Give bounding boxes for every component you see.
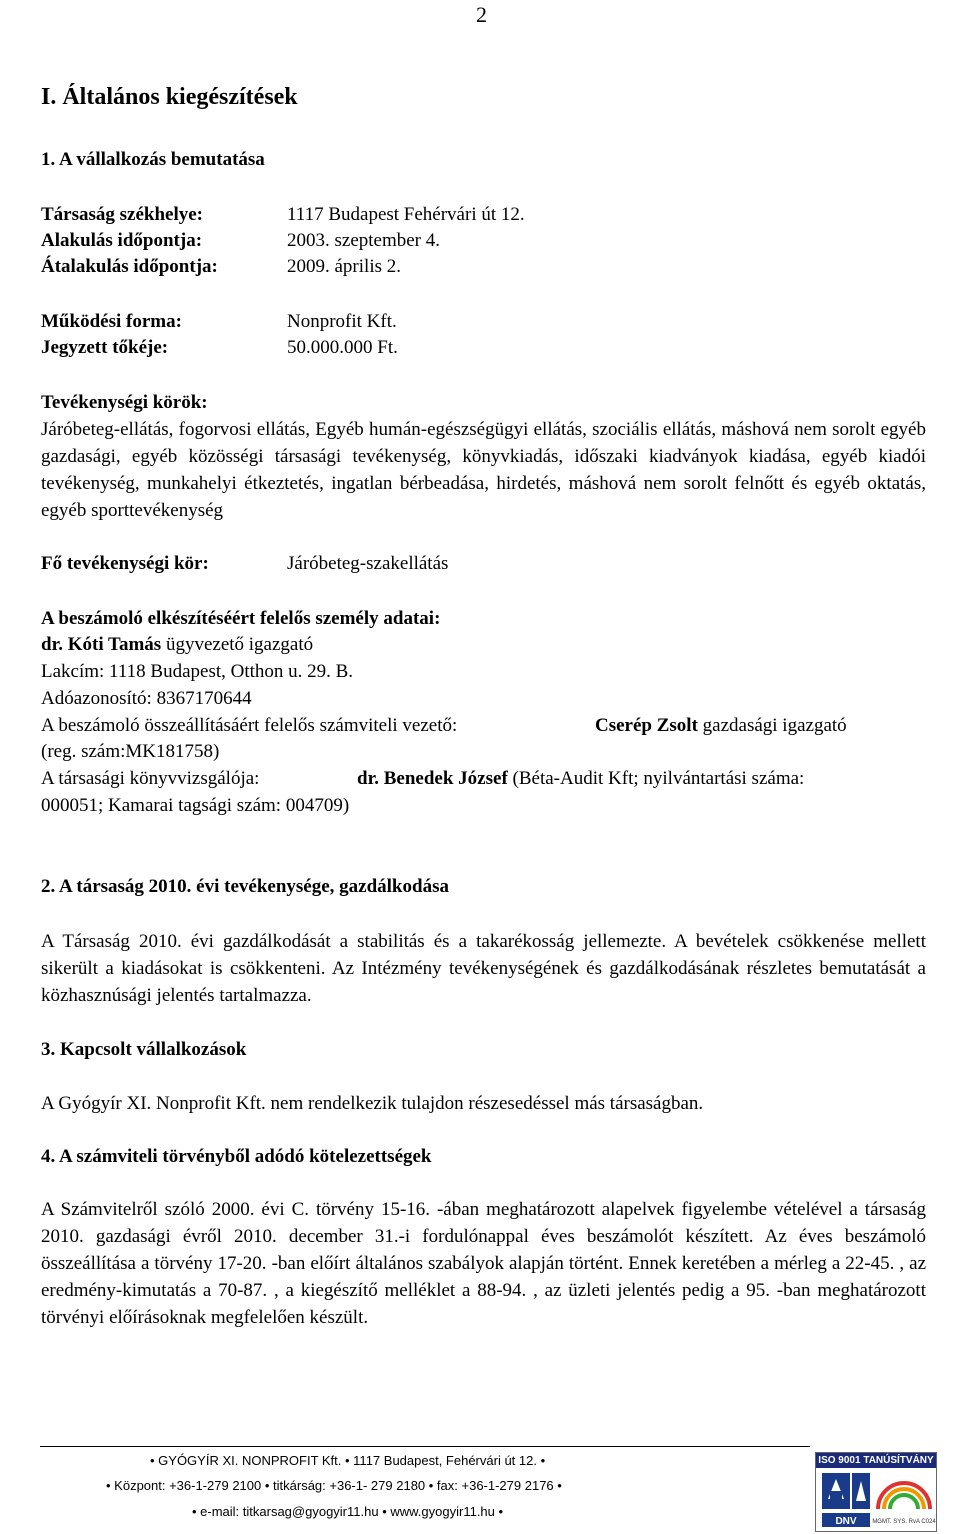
section-4-title: 4. A számviteli törvényből adódó kötelezettségek xyxy=(41,1146,432,1167)
auditor-label: A társasági könyvvizsgálója: xyxy=(41,768,260,789)
activities-text: Járóbeteg-ellátás, fogorvosi ellátás, Egyéb humán-egészségügyi ellátás, szociális ellátás, máshová nem sorolt egyéb gazdasági, egyéb közösségi társasági tevékenység, könyvkiadás, időszaki kiadványok kiadása, egyéb kiadói tevékenység, munkahelyi étkeztetés, ingatlan bérbeadása, hirdetés, máshová nem sorolt felnőtt és egyéb oktatás, egyéb sporttevékenység xyxy=(41,419,926,521)
accountant-name: Cserép Zsolt xyxy=(595,715,698,736)
info-label: Alakulás időpontja: xyxy=(41,230,203,251)
iso-certificate-badge xyxy=(815,1452,937,1532)
auditor-name: dr. Benedek József xyxy=(357,768,508,789)
info-value: 50.000.000 Ft. xyxy=(287,337,398,358)
mgmt-logo-text: MGMT. SYS. RvA C024 xyxy=(872,1519,936,1525)
responsible-person xyxy=(41,634,313,656)
person-address: Lakcím: 1118 Budapest, Otthon u. 29. B. xyxy=(41,661,354,682)
info-label: Jegyzett tőkéje: xyxy=(41,337,169,358)
info-label: Társaság székhelye: xyxy=(41,204,204,225)
footer-web: • e-mail: titkarsag@gyogyir11.hu • www.gyogyir11.hu • xyxy=(192,1504,504,1519)
certification-logos-icon xyxy=(816,1469,936,1531)
auditor-details: (Béta-Audit Kft; nyilvántartási száma: xyxy=(507,768,805,789)
activities-label: Tevékenységi körök: xyxy=(41,392,208,413)
responsible-heading: A beszámoló elkészítéséért felelős személy adatai: xyxy=(41,608,441,629)
person-name: dr. Kóti Tamás xyxy=(41,634,162,655)
section-2-text: A Társaság 2010. évi gazdálkodását a stabilitás és a takarékosság jellemezte. A bevételek csökkenése mellett sikerült a kiadásokat is csökkenteni. Az Intézmény tevékenységének és gazdálkodásának részletes bemutatását a közhasznúsági jelentés tartalmazza. xyxy=(41,931,926,1006)
info-value: 2009. április 2. xyxy=(287,256,401,277)
auditor xyxy=(357,768,804,790)
footer-contacts: • Központ: +36-1-279 2100 • titkárság: +36-1- 279 2180 • fax: +36-1-279 2176 • xyxy=(106,1478,562,1493)
info-value: 2003. szeptember 4. xyxy=(287,230,441,251)
iso-label: ISO 9001 TANÚSÍTVÁNY xyxy=(816,1453,936,1468)
accountant-reg: (reg. szám:MK181758) xyxy=(41,741,220,762)
accountant-title: gazdasági igazgató xyxy=(697,715,847,736)
dnv-logo-text: DNV xyxy=(835,1516,857,1527)
section-1-title: 1. A vállalkozás bemutatása xyxy=(41,149,265,170)
info-label: Átalakulás időpontja: xyxy=(41,256,218,277)
info-value: Nonprofit Kft. xyxy=(287,311,397,332)
page-number: 2 xyxy=(476,2,487,27)
auditor-details-2: 000051; Kamarai tagsági szám: 004709) xyxy=(41,795,350,816)
footer-company: • GYÓGYÍR XI. NONPROFIT Kft. • 1117 Budapest, Fehérvári út 12. • xyxy=(150,1453,546,1468)
page-title: I. Általános kiegészítések xyxy=(41,84,298,110)
accountant xyxy=(595,715,847,737)
section-3-title: 3. Kapcsolt vállalkozások xyxy=(41,1039,247,1060)
person-title: ügyvezető igazgató xyxy=(161,634,314,655)
footer-divider xyxy=(40,1446,810,1447)
main-activity-value: Járóbeteg-szakellátás xyxy=(287,553,449,574)
person-tax-id: Adóazonosító: 8367170644 xyxy=(41,688,252,709)
main-activity-label: Fő tevékenységi kör: xyxy=(41,553,209,574)
accountant-label: A beszámoló összeállításáért felelős számviteli vezető: xyxy=(41,715,458,736)
section-2-title: 2. A társaság 2010. évi tevékenysége, gazdálkodása xyxy=(41,876,449,897)
info-label: Működési forma: xyxy=(41,311,182,332)
section-3-text: A Gyógyír XI. Nonprofit Kft. nem rendelkezik tulajdon részesedéssel más társaságban. xyxy=(41,1093,704,1114)
info-value: 1117 Budapest Fehérvári út 12. xyxy=(287,204,525,225)
section-4-text: A Számvitelről szóló 2000. évi C. törvény 15-16. -ában meghatározott alapelvek figyelembe vételével a társaság 2010. gazdasági évről 2010. december 31.-i fordulónappal éves beszámolót készített. Az éves beszámoló összeállítása a törvény 17-20. -ban előírt általános szabályok alapján történt. Ennek keretében a mérleg a 22-45. , az eredmény-kimutatás a 70-87. , a kiegészítő melléklet a 88-94. , az üzleti jelentés pedig a 95. -ban meghatározott törvényi előírásoknak megfelelően készült. xyxy=(41,1199,926,1328)
